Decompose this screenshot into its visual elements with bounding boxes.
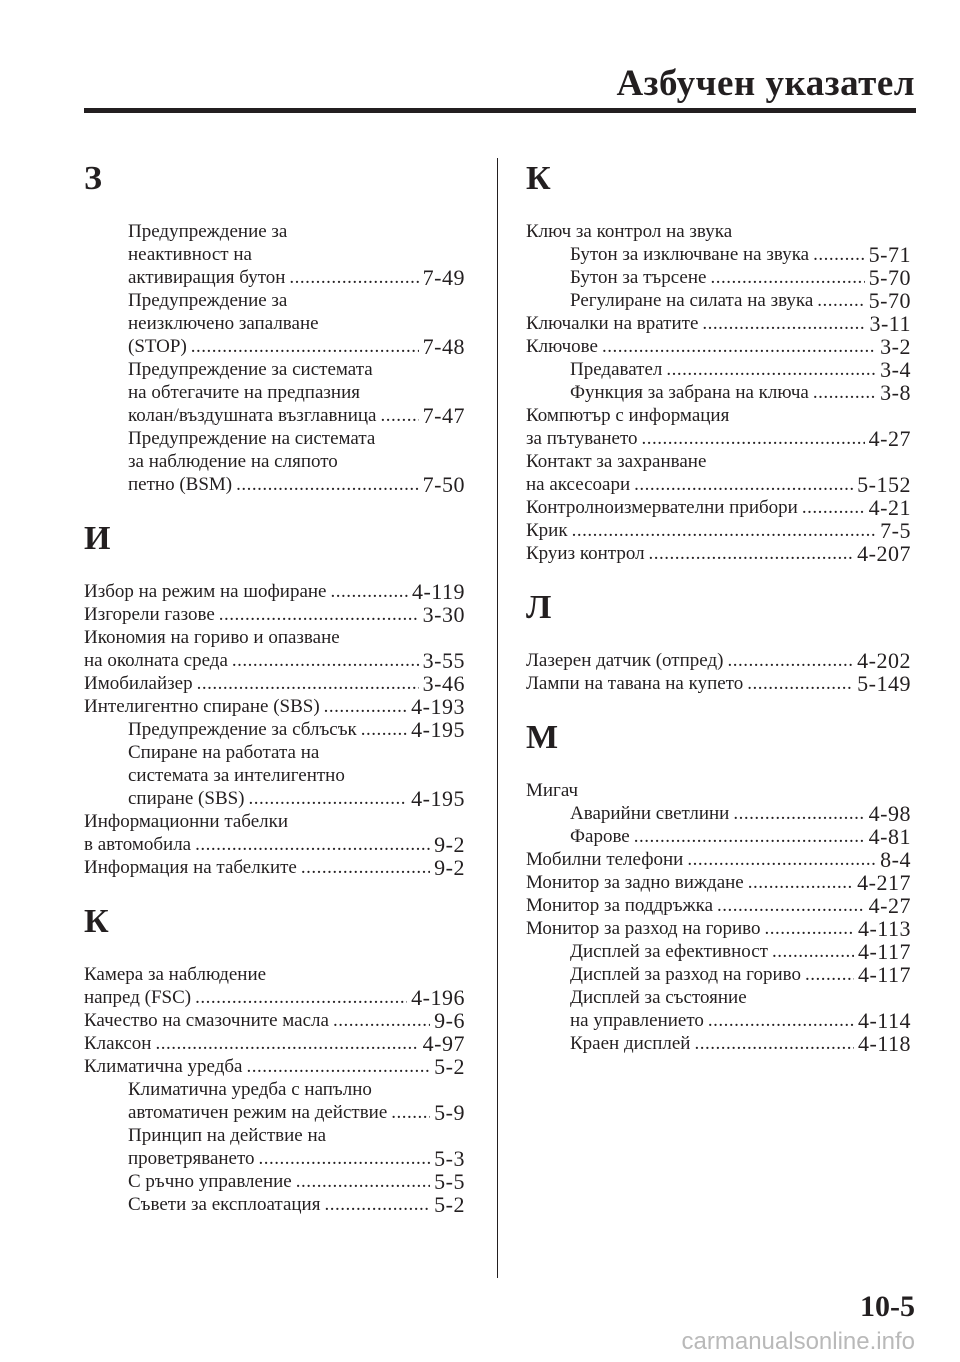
leader-dots xyxy=(710,266,864,289)
section-letter: Л xyxy=(526,589,552,626)
leader-dots xyxy=(324,1193,430,1216)
index-subentry xyxy=(84,1124,465,1170)
page-reference: 9-2 xyxy=(434,855,465,880)
entry-text: Ключове xyxy=(526,336,598,357)
entry-text: системата за интелигентно xyxy=(128,765,345,786)
leader-dots xyxy=(733,802,864,825)
page-reference: 4-81 xyxy=(868,824,911,849)
leader-dots xyxy=(195,986,407,1009)
leader-dots xyxy=(813,381,876,404)
page-reference: 4-117 xyxy=(857,939,911,964)
entry-text: Качество на смазочните масла xyxy=(84,1010,329,1031)
leader-dots xyxy=(324,695,408,718)
page-reference: 4-114 xyxy=(857,1008,911,1033)
page-reference: 7-5 xyxy=(880,518,911,543)
entry-text: Компютър с информация xyxy=(526,405,730,426)
index-subentry xyxy=(526,266,911,289)
index-subentry xyxy=(526,289,911,312)
entry-text: за пътуването xyxy=(526,428,638,449)
index-entry xyxy=(84,603,465,626)
entry-text: Предавател xyxy=(570,359,663,380)
page-reference: 4-119 xyxy=(411,579,465,604)
page-reference: 4-117 xyxy=(857,962,911,987)
page-reference: 3-30 xyxy=(422,602,465,627)
leader-dots xyxy=(391,1101,430,1124)
column-divider xyxy=(497,158,498,1278)
index-section xyxy=(526,713,911,1055)
index-entry xyxy=(84,580,465,603)
index-entry xyxy=(526,779,911,802)
entry-text: Монитор за разход на гориво xyxy=(526,918,761,939)
index-entry xyxy=(526,894,911,917)
leader-dots xyxy=(259,1147,431,1170)
page-reference: 9-2 xyxy=(434,832,465,857)
entry-text: Функция за забрана на ключа xyxy=(570,382,809,403)
leader-dots xyxy=(642,427,865,450)
entry-text: Предупреждение за xyxy=(128,290,288,311)
page-reference: 4-118 xyxy=(857,1031,911,1056)
entry-text: неизключено запалване xyxy=(128,313,319,334)
entry-text: Предупреждение за сблъсък xyxy=(128,719,357,740)
entry-text: Информационни табелки xyxy=(84,811,289,832)
index-entry xyxy=(84,810,465,856)
page-reference: 4-196 xyxy=(411,985,465,1010)
page-reference: 4-202 xyxy=(857,648,911,673)
page-reference: 3-2 xyxy=(880,334,911,359)
page-reference: 5-70 xyxy=(868,265,911,290)
leader-dots xyxy=(708,1009,854,1032)
index-entry xyxy=(526,450,911,496)
entry-text: Съвети за експлоатация xyxy=(128,1194,321,1215)
page-reference: 5-152 xyxy=(857,472,911,497)
index-subentry xyxy=(526,243,911,266)
entry-text: Монитор за поддръжка xyxy=(526,895,714,916)
page-reference: 4-97 xyxy=(422,1031,465,1056)
entry-text: Изгорели газове xyxy=(84,604,215,625)
index-entry xyxy=(84,672,465,695)
leader-dots xyxy=(247,1055,431,1078)
page-reference: 7-47 xyxy=(422,403,465,428)
entry-text: Икономия на гориво и опазване xyxy=(84,627,340,648)
leader-dots xyxy=(694,1032,854,1055)
index-entry xyxy=(526,404,911,450)
page-reference: 4-113 xyxy=(857,916,911,941)
entry-text: неактивност на xyxy=(128,244,252,265)
leader-dots xyxy=(380,404,418,427)
entry-text: Интелигентно спиране (SBS) xyxy=(84,696,320,717)
index-column-right xyxy=(526,150,911,1073)
entry-text: в автомобила xyxy=(84,834,192,855)
leader-dots xyxy=(747,672,853,695)
leader-dots xyxy=(289,266,418,289)
leader-dots xyxy=(333,1009,430,1032)
page-reference: 5-71 xyxy=(868,242,911,267)
entry-text: Дисплей за състояние xyxy=(570,987,747,1008)
entry-text: Информация на табелките xyxy=(84,857,297,878)
index-subentry xyxy=(526,825,911,848)
index-entry xyxy=(526,672,911,695)
index-subentry xyxy=(526,1032,911,1055)
index-entry xyxy=(526,335,911,358)
entry-text: спиране (SBS) xyxy=(128,788,245,809)
index-subentry xyxy=(526,802,911,825)
header-rule xyxy=(84,108,916,113)
index-entry xyxy=(84,1055,465,1078)
entry-text: на аксесоари xyxy=(526,474,631,495)
section-letter: К xyxy=(84,903,109,940)
index-entry xyxy=(526,649,911,672)
entry-text: Лазерен датчик (отпред) xyxy=(526,650,724,671)
index-entry xyxy=(84,856,465,879)
entry-text: Краен дисплей xyxy=(570,1033,691,1054)
section-letter: К xyxy=(526,160,551,197)
page-reference: 7-49 xyxy=(422,265,465,290)
entry-text: Мобилни телефони xyxy=(526,849,684,870)
entry-text: Предупреждение за системата xyxy=(128,359,373,380)
leader-dots xyxy=(191,335,419,358)
index-subentry xyxy=(84,741,465,810)
leader-dots xyxy=(666,358,876,381)
page-reference: 3-55 xyxy=(422,648,465,673)
leader-dots xyxy=(748,871,853,894)
entry-text: Избор на режим на шофиране xyxy=(84,581,327,602)
leader-dots xyxy=(765,917,854,940)
leader-dots xyxy=(802,496,865,519)
entry-text: Мигач xyxy=(526,780,579,801)
index-subentry xyxy=(526,381,911,404)
leader-dots xyxy=(197,672,419,695)
entry-text: на обтегачите на предпазния xyxy=(128,382,360,403)
index-subentry xyxy=(526,940,911,963)
leader-dots xyxy=(649,542,854,565)
leader-dots xyxy=(331,580,408,603)
entry-text: (STOP) xyxy=(128,336,187,357)
entry-text: Бутон за изключване на звука xyxy=(570,244,810,265)
index-entry xyxy=(526,312,911,335)
leader-dots xyxy=(687,848,876,871)
leader-dots xyxy=(155,1032,418,1055)
leader-dots xyxy=(572,519,877,542)
index-subentry xyxy=(84,1170,465,1193)
index-entry xyxy=(526,542,911,565)
index-section xyxy=(84,514,465,879)
entry-text: Климатична уредба с напълно xyxy=(128,1079,372,1100)
entry-text: Предупреждение на системата xyxy=(128,428,376,449)
entry-text: напред (FSC) xyxy=(84,987,192,1008)
index-section xyxy=(526,583,911,695)
page-reference: 4-21 xyxy=(868,495,911,520)
entry-text: Фарове xyxy=(570,826,630,847)
index-subentry xyxy=(84,358,465,427)
entry-text: Ключ за контрол на звука xyxy=(526,221,733,242)
leader-dots xyxy=(817,289,864,312)
entry-text: Контакт за захранване xyxy=(526,451,707,472)
leader-dots xyxy=(727,649,853,672)
leader-dots xyxy=(249,787,408,810)
entry-text: Лампи на тавана на купето xyxy=(526,673,744,694)
index-subentry xyxy=(526,963,911,986)
index-subentry xyxy=(84,718,465,741)
entry-text: Круиз контрол xyxy=(526,543,645,564)
entry-text: Аварийни светлини xyxy=(570,803,730,824)
index-section xyxy=(84,897,465,1216)
leader-dots xyxy=(236,473,419,496)
page-reference: 4-195 xyxy=(411,786,465,811)
page-reference: 4-27 xyxy=(868,426,911,451)
index-entry xyxy=(84,1009,465,1032)
index-entry xyxy=(526,519,911,542)
page-reference: 5-5 xyxy=(434,1169,465,1194)
page-reference: 5-149 xyxy=(857,671,911,696)
entry-text: Имобилайзер xyxy=(84,673,193,694)
leader-dots xyxy=(813,243,865,266)
page-title: Азбучен указател xyxy=(616,63,915,104)
entry-text: С ръчно управление xyxy=(128,1171,292,1192)
page-reference: 9-6 xyxy=(434,1008,465,1033)
index-subentry xyxy=(84,1078,465,1124)
page-reference: 3-46 xyxy=(422,671,465,696)
page-reference: 7-50 xyxy=(422,472,465,497)
page-reference: 5-2 xyxy=(434,1192,465,1217)
leader-dots xyxy=(702,312,865,335)
index-entry xyxy=(526,220,911,243)
entry-text: Ключалки на вратите xyxy=(526,313,699,334)
entry-text: Дисплей за ефективност xyxy=(570,941,768,962)
entry-text: проветряването xyxy=(128,1148,255,1169)
index-entry xyxy=(84,626,465,672)
index-entry xyxy=(526,848,911,871)
page-reference: 4-98 xyxy=(868,801,911,826)
page-reference: 3-8 xyxy=(880,380,911,405)
leader-dots xyxy=(219,603,419,626)
entry-text: автоматичен режим на действие xyxy=(128,1102,388,1123)
leader-dots xyxy=(361,718,407,741)
page-reference: 4-27 xyxy=(868,893,911,918)
page-reference: 5-3 xyxy=(434,1146,465,1171)
section-letter: М xyxy=(526,719,559,756)
page-reference: 4-207 xyxy=(857,541,911,566)
page-reference: 4-217 xyxy=(857,870,911,895)
entry-text: Монитор за задно виждане xyxy=(526,872,744,893)
entry-text: колан/въздушната възглавница xyxy=(128,405,377,426)
entry-text: на управлението xyxy=(570,1010,704,1031)
entry-text: Климатична уредба xyxy=(84,1056,243,1077)
index-section xyxy=(84,154,465,496)
page-reference: 8-4 xyxy=(880,847,911,872)
entry-text: активиращия бутон xyxy=(128,267,286,288)
section-letter: И xyxy=(84,520,111,557)
page-number: 10-5 xyxy=(860,1290,915,1323)
leader-dots xyxy=(232,649,419,672)
entry-text: Регулиране на силата на звука xyxy=(570,290,814,311)
entry-text: Бутон за търсене xyxy=(570,267,707,288)
entry-text: Контролноизмервателни прибори xyxy=(526,497,798,518)
leader-dots xyxy=(634,825,865,848)
entry-text: Дисплей за разход на гориво xyxy=(570,964,802,985)
leader-dots xyxy=(195,833,430,856)
index-subentry xyxy=(526,358,911,381)
entry-text: на околната среда xyxy=(84,650,228,671)
leader-dots xyxy=(772,940,854,963)
leader-dots xyxy=(301,856,430,879)
entry-text: Крик xyxy=(526,520,568,541)
index-entry xyxy=(84,1032,465,1055)
leader-dots xyxy=(805,963,854,986)
watermark: carmanualsonline.info xyxy=(681,1328,915,1355)
page-reference: 7-48 xyxy=(422,334,465,359)
page-reference: 5-9 xyxy=(434,1100,465,1125)
page-reference: 4-193 xyxy=(411,694,465,719)
leader-dots xyxy=(634,473,853,496)
index-subentry xyxy=(84,220,465,289)
page-reference: 5-70 xyxy=(868,288,911,313)
index-subentry xyxy=(84,289,465,358)
index-entry xyxy=(526,871,911,894)
leader-dots xyxy=(602,335,876,358)
entry-text: за наблюдение на сляпото xyxy=(128,451,338,472)
entry-text: Клаксон xyxy=(84,1033,152,1054)
index-entry xyxy=(526,496,911,519)
index-column-left xyxy=(84,150,465,1234)
index-section xyxy=(526,154,911,565)
index-entry xyxy=(526,917,911,940)
index-subentry xyxy=(84,427,465,496)
leader-dots xyxy=(296,1170,430,1193)
page-reference: 5-2 xyxy=(434,1054,465,1079)
index-entry xyxy=(84,695,465,718)
index-subentry xyxy=(84,1193,465,1216)
leader-dots xyxy=(717,894,865,917)
entry-text: Принцип на действие на xyxy=(128,1125,327,1146)
page-reference: 4-195 xyxy=(411,717,465,742)
entry-text: Предупреждение за xyxy=(128,221,288,242)
entry-text: Спиране на работата на xyxy=(128,742,320,763)
index-subentry xyxy=(526,986,911,1032)
page-reference: 3-11 xyxy=(869,311,911,336)
section-letter: З xyxy=(84,160,102,197)
page-reference: 3-4 xyxy=(880,357,911,382)
index-entry xyxy=(84,963,465,1009)
entry-text: Камера за наблюдение xyxy=(84,964,267,985)
entry-text: петно (BSM) xyxy=(128,474,233,495)
